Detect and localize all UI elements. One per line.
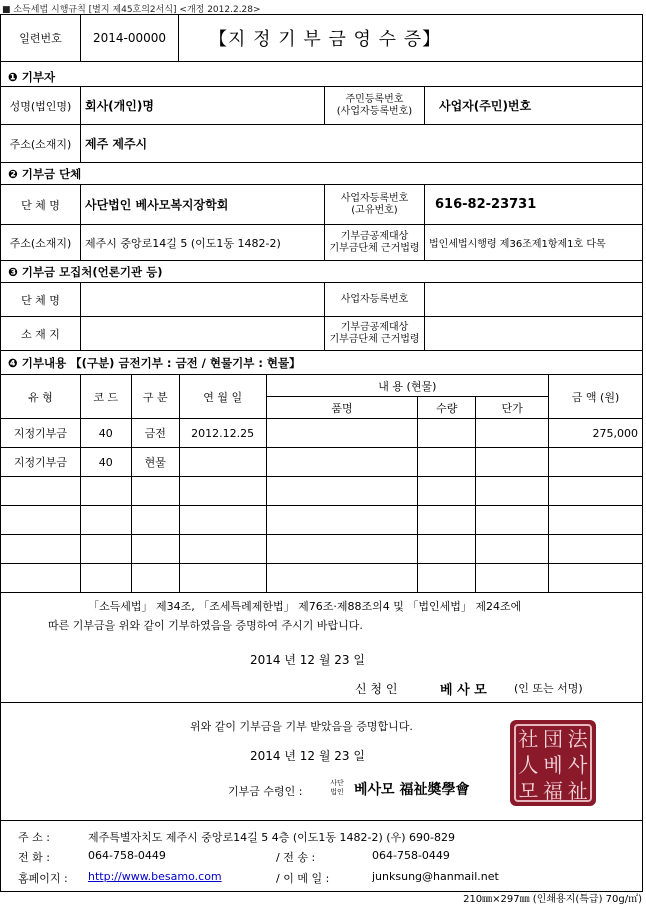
receipt-divider bbox=[0, 702, 643, 703]
cell-code: 40 bbox=[80, 448, 131, 477]
cell-price bbox=[476, 564, 549, 593]
cell-price bbox=[476, 535, 549, 564]
org-reg-label bbox=[325, 185, 425, 225]
cell-amount bbox=[549, 448, 643, 477]
cell-type: 지정기부금 bbox=[1, 419, 81, 448]
page-title: 【지 정 기 부 금 영 수 증】 bbox=[179, 15, 644, 62]
cell-price bbox=[476, 506, 549, 535]
collector-reg-value bbox=[425, 283, 643, 317]
donor-id-value: 사업자(주민)번호 bbox=[425, 87, 643, 125]
cell-type: 지정기부금 bbox=[1, 448, 81, 477]
footer-email-value: junksung@hanmail.net bbox=[372, 870, 499, 883]
collector-name-value bbox=[81, 283, 325, 317]
statement-line1: 「소득세법」 제34조, 「조세특례제한법」 제76조·제88조의4 및 「법인세법」 제24조에 bbox=[88, 600, 522, 613]
cell-price bbox=[476, 419, 549, 448]
collector-basis-label bbox=[325, 317, 425, 351]
seal-char: 베 bbox=[543, 753, 563, 777]
footer-tel-value: 064-758-0449 bbox=[88, 849, 166, 862]
collector-basis-label-line2: 기부금단체 근거법령 bbox=[329, 333, 420, 345]
donor-name-value: 회사(개인)명 bbox=[81, 87, 325, 125]
org-name-label: 단 체 명 bbox=[1, 185, 81, 225]
title-table bbox=[0, 14, 643, 62]
donor-id-label-line1: 주민등록번호 bbox=[345, 94, 404, 105]
seal-char: 祉 bbox=[567, 779, 588, 803]
collector-basis-label-line1: 기부금공제대상 bbox=[340, 322, 409, 333]
cell-kind bbox=[131, 477, 179, 506]
section1-title: ❶ 기부자 bbox=[8, 70, 56, 84]
donor-address-label: 주소(소재지) bbox=[1, 125, 81, 163]
recipient-label: 기부금 수령인 : bbox=[228, 785, 303, 798]
col-kind-header: 구 분 bbox=[131, 375, 179, 419]
cell-qty bbox=[418, 506, 476, 535]
cell-amount bbox=[549, 506, 643, 535]
collector-reg-label: 사업자등록번호 bbox=[325, 283, 425, 317]
cell-qty bbox=[418, 477, 476, 506]
organization-table bbox=[0, 184, 643, 261]
cell-date bbox=[179, 564, 266, 593]
collector-table bbox=[0, 282, 643, 351]
table-row bbox=[1, 448, 643, 477]
table-row bbox=[1, 477, 643, 506]
form-header-note: ■ 소득세법 시행규칙 [별지 제45호의2서식] <개정 2012.2.28> bbox=[2, 5, 261, 15]
cell-item bbox=[266, 419, 418, 448]
footer-address-value: 제주특별자치도 제주시 중앙로14길 5 4층 (이도1동 1482-2) (우) 690-829 bbox=[88, 831, 455, 844]
org-basis-label-line1: 기부금공제대상 bbox=[340, 231, 409, 242]
org-basis-label bbox=[325, 225, 425, 261]
cell-item bbox=[266, 448, 418, 477]
donor-table bbox=[0, 86, 643, 163]
donor-name-label: 성명(법인명) bbox=[1, 87, 81, 125]
section3-title: ❸ 기부금 모집처(언론기관 등) bbox=[8, 265, 163, 279]
seal-char: 団 bbox=[542, 727, 563, 751]
org-reg-label-line2: (고유번호) bbox=[351, 204, 398, 216]
org-reg-value: 616-82-23731 bbox=[425, 185, 643, 225]
recipient-name: 베사모 福祉奬學會 bbox=[354, 782, 470, 798]
serial-label: 일련번호 bbox=[1, 15, 81, 62]
statement-date: 2014 년 12 월 23 일 bbox=[250, 653, 365, 667]
cell-date: 2012.12.25 bbox=[179, 419, 266, 448]
col-price-header: 단가 bbox=[476, 397, 549, 419]
footer-email-label: / 이 메 일 : bbox=[276, 872, 330, 885]
cell-kind: 현물 bbox=[131, 448, 179, 477]
seal-char: 사 bbox=[567, 753, 588, 777]
collector-address-value bbox=[81, 317, 325, 351]
donor-id-label-line2: (사업자등록번호) bbox=[336, 105, 413, 117]
cell-date bbox=[179, 506, 266, 535]
cell-item bbox=[266, 535, 418, 564]
cell-code bbox=[80, 477, 131, 506]
cell-kind: 금전 bbox=[131, 419, 179, 448]
org-reg-label-line1: 사업자등록번호 bbox=[340, 193, 409, 204]
donor-id-label bbox=[325, 87, 425, 125]
footer-web-label: 홈페이지 : bbox=[18, 872, 68, 885]
cell-amount: 275,000 bbox=[549, 419, 643, 448]
cell-type bbox=[1, 535, 81, 564]
cell-code: 40 bbox=[80, 419, 131, 448]
applicant-label: 신 청 인 bbox=[355, 682, 398, 696]
org-address-label: 주소(소재지) bbox=[1, 225, 81, 261]
cell-price bbox=[476, 448, 549, 477]
cell-item bbox=[266, 506, 418, 535]
paper-size-note: 210㎜×297㎜ (인쇄용지(특급) 70g/㎡) bbox=[463, 894, 642, 905]
seal-char: 人 bbox=[518, 753, 539, 777]
cell-item bbox=[266, 564, 418, 593]
collector-basis-value bbox=[425, 317, 643, 351]
donation-table bbox=[0, 374, 643, 593]
serial-value: 2014-00000 bbox=[81, 15, 179, 62]
table-row bbox=[1, 419, 643, 448]
cell-code bbox=[80, 564, 131, 593]
cell-type bbox=[1, 564, 81, 593]
cell-kind bbox=[131, 506, 179, 535]
footer-fax-value: 064-758-0449 bbox=[372, 849, 450, 862]
cell-qty bbox=[418, 535, 476, 564]
collector-name-label: 단 체 명 bbox=[1, 283, 81, 317]
col-content-header: 내 용 (현물) bbox=[266, 375, 548, 397]
statement-line2: 따른 기부금을 위와 같이 기부하였음을 증명하여 주시기 바랍니다. bbox=[48, 619, 363, 632]
seal-char: 社 bbox=[518, 727, 539, 751]
cell-date bbox=[179, 477, 266, 506]
applicant-name: 베 사 모 bbox=[440, 683, 487, 698]
footer-fax-label: / 전 송 : bbox=[276, 851, 316, 864]
col-date-header: 연 월 일 bbox=[179, 375, 266, 419]
table-row bbox=[1, 564, 643, 593]
collector-address-label: 소 재 지 bbox=[1, 317, 81, 351]
cell-type bbox=[1, 506, 81, 535]
seal-char: 모 bbox=[518, 779, 538, 803]
seal-border bbox=[514, 724, 592, 802]
col-item-header: 품명 bbox=[266, 397, 418, 419]
cell-code bbox=[80, 535, 131, 564]
col-qty-header: 수량 bbox=[418, 397, 476, 419]
org-basis-label-line2: 기부금단체 근거법령 bbox=[329, 242, 420, 254]
homepage-link[interactable]: http://www.besamo.com bbox=[88, 870, 222, 883]
seal-char: 法 bbox=[567, 727, 588, 751]
cell-qty bbox=[418, 419, 476, 448]
cell-qty bbox=[418, 564, 476, 593]
cell-item bbox=[266, 477, 418, 506]
org-basis-value: 법인세법시행령 제36조제1항제1호 다목 bbox=[425, 225, 643, 261]
receipt-date: 2014 년 12 월 23 일 bbox=[250, 749, 365, 763]
footer-address-label: 주 소 : bbox=[18, 831, 50, 844]
cell-kind bbox=[131, 535, 179, 564]
organization-seal bbox=[510, 720, 596, 806]
cell-code bbox=[80, 506, 131, 535]
col-code-header: 코 드 bbox=[80, 375, 131, 419]
receipt-line: 위와 같이 기부금을 기부 받았음을 증명합니다. bbox=[190, 720, 413, 733]
recipient-small-label: 사단 법인 bbox=[330, 779, 344, 796]
cell-qty bbox=[418, 448, 476, 477]
donor-address-value: 제주 제주시 bbox=[81, 125, 643, 163]
table-row bbox=[1, 506, 643, 535]
cell-type bbox=[1, 477, 81, 506]
col-amount-header: 금 액 (원) bbox=[549, 375, 643, 419]
footer-divider bbox=[0, 820, 643, 821]
org-address-value: 제주시 중앙로14길 5 (이도1동 1482-2) bbox=[81, 225, 325, 261]
section2-title: ❷ 기부금 단체 bbox=[8, 167, 82, 181]
table-row bbox=[1, 535, 643, 564]
cell-kind bbox=[131, 564, 179, 593]
cell-amount bbox=[549, 535, 643, 564]
footer-tel-label: 전 화 : bbox=[18, 851, 50, 864]
seal-char: 福 bbox=[542, 779, 563, 803]
cell-amount bbox=[549, 564, 643, 593]
col-type-header: 유 형 bbox=[1, 375, 81, 419]
applicant-signature-note: (인 또는 서명) bbox=[514, 682, 583, 695]
cell-date bbox=[179, 448, 266, 477]
cell-amount bbox=[549, 477, 643, 506]
org-name-value: 사단법인 베사모복지장학회 bbox=[81, 185, 325, 225]
cell-price bbox=[476, 477, 549, 506]
section4-title: ❹ 기부내용 【(구분) 금전기부 : 금전 / 현물기부 : 현물】 bbox=[8, 356, 301, 370]
cell-date bbox=[179, 535, 266, 564]
